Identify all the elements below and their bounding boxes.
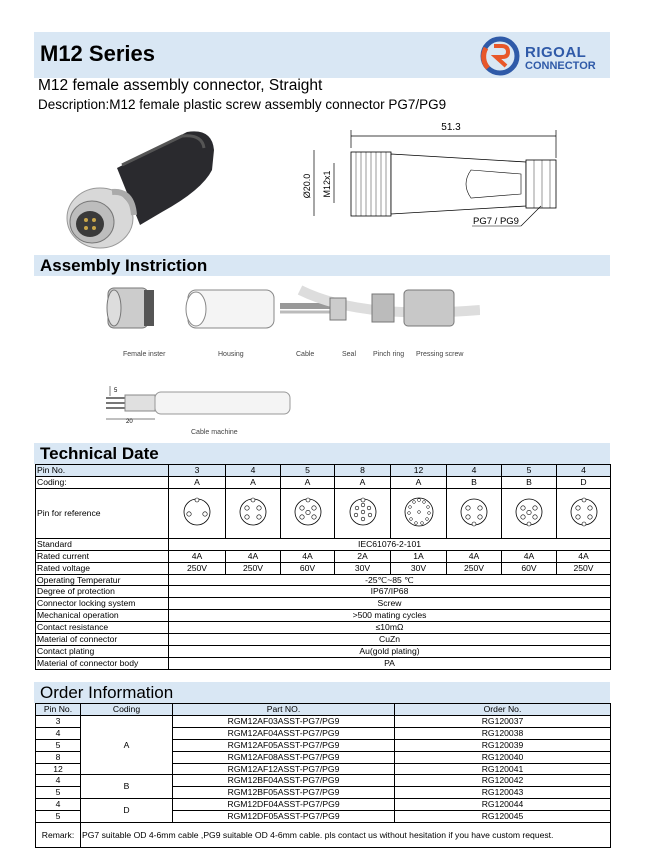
row-value: CuZn <box>169 634 611 646</box>
logo-text-connector: CONNECTOR <box>525 60 596 72</box>
order-order-no: RG120045 <box>395 811 611 823</box>
table-row <box>36 823 611 848</box>
order-pin: 5 <box>36 811 81 823</box>
row-value: -25℃~85 ℃ <box>169 574 611 586</box>
row-label: Material of connector <box>36 634 169 646</box>
order-part-no: RGM12AF05ASST-PG7/PG9 <box>173 739 395 751</box>
table-row <box>36 645 611 657</box>
order-pin: 8 <box>36 751 81 763</box>
product-description: Description:M12 female plastic screw assembly connector PG7/PG9 <box>38 97 447 112</box>
series-title: M12 Series <box>40 41 155 66</box>
pin-layout-12-icon <box>399 492 439 532</box>
pin-col-2: 4 <box>226 465 281 477</box>
table-row <box>36 538 611 550</box>
order-pin: 3 <box>36 715 81 727</box>
row-label: Contact resistance <box>36 622 169 634</box>
coding-value: D <box>557 476 611 488</box>
order-pin: 4 <box>36 727 81 739</box>
cable-machine-caption: Cable machine <box>191 429 238 436</box>
row-value: 2A <box>335 550 391 562</box>
remark-label: Remark: <box>36 823 81 848</box>
row-label: Connector locking system <box>36 598 169 610</box>
row-value: 30V <box>335 562 391 574</box>
dim-diameter: Ø20.0 <box>302 173 312 199</box>
pin-layout-3-icon <box>177 492 217 532</box>
technical-drawing <box>296 118 566 238</box>
table-row <box>36 799 611 811</box>
row-value: 4A <box>281 550 335 562</box>
coding-value: A <box>281 476 335 488</box>
cable-dim-20: 20 <box>126 419 133 424</box>
cable-dim-5: 5 <box>114 388 118 394</box>
pin-diagram-cell <box>335 488 391 538</box>
order-coding-group: B <box>81 775 173 799</box>
row-value: Screw <box>169 598 611 610</box>
pin-diagram-cell <box>391 488 447 538</box>
order-pin: 4 <box>36 775 81 787</box>
pin-layout-8-icon <box>343 492 383 532</box>
pin-layout-5b-icon <box>509 492 549 532</box>
coding-value: B <box>502 476 557 488</box>
row-label: Mechanical operation <box>36 610 169 622</box>
row-label: Rated voltage <box>36 562 169 574</box>
table-row <box>36 598 611 610</box>
technical-title: Technical Date <box>40 444 159 463</box>
row-value: 250V <box>447 562 502 574</box>
dim-thread: M12x1 <box>322 170 332 198</box>
logo-text-rigoal: RIGOAL <box>525 44 587 61</box>
row-value: PA <box>169 657 611 669</box>
table-row <box>36 476 611 488</box>
gland-label: PG7 / PG9 <box>473 216 519 227</box>
remark-text: PG7 suitable OD 4-6mm cable ,PG9 suitable OD 4-6mm cable. pls contact us without hesitation if you have custom request. <box>81 823 611 848</box>
row-value: 4A <box>226 550 281 562</box>
order-header-part: Part NO. <box>173 704 395 716</box>
order-pin: 12 <box>36 763 81 775</box>
coding-value: B <box>447 476 502 488</box>
order-header-coding: Coding <box>81 704 173 716</box>
coding-label: Coding: <box>36 476 169 488</box>
order-table <box>35 703 611 848</box>
row-label: Rated current <box>36 550 169 562</box>
table-row <box>36 657 611 669</box>
pin-col-7: 5 <box>502 465 557 477</box>
row-label: Material of connector body <box>36 657 169 669</box>
connector-photo <box>62 120 222 252</box>
part-label-pinch-ring: Pinch ring <box>373 351 405 358</box>
table-row <box>36 488 611 538</box>
row-value: 30V <box>391 562 447 574</box>
order-order-no: RG120039 <box>395 739 611 751</box>
pin-col-8: 4 <box>557 465 611 477</box>
table-row <box>36 574 611 586</box>
row-label: Degree of protection <box>36 586 169 598</box>
pin-layout-4a-icon <box>233 492 273 532</box>
order-pin: 5 <box>36 739 81 751</box>
row-value: 250V <box>226 562 281 574</box>
row-value: 250V <box>557 562 611 574</box>
row-value: 60V <box>502 562 557 574</box>
table-row <box>36 634 611 646</box>
row-value: Au(gold plating) <box>169 645 611 657</box>
row-value: 250V <box>169 562 226 574</box>
table-row <box>36 550 611 562</box>
order-part-no: RGM12AF12ASST-PG7/PG9 <box>173 763 395 775</box>
coding-value: A <box>391 476 447 488</box>
pin-layout-4d-icon <box>564 492 604 532</box>
order-pin: 4 <box>36 799 81 811</box>
pin-diagram-cell <box>502 488 557 538</box>
row-value: 4A <box>169 550 226 562</box>
row-label: Contact plating <box>36 645 169 657</box>
pin-reference-label: Pin for reference <box>36 488 169 538</box>
coding-value: A <box>226 476 281 488</box>
part-label-housing: Housing <box>218 351 244 358</box>
part-label-seal: Seal <box>342 351 357 358</box>
pin-diagram-cell <box>226 488 281 538</box>
row-value: 4A <box>447 550 502 562</box>
order-part-no: RGM12AF04ASST-PG7/PG9 <box>173 727 395 739</box>
order-coding-group: A <box>81 715 173 775</box>
table-row <box>36 715 611 727</box>
pin-col-6: 4 <box>447 465 502 477</box>
order-part-no: RGM12DF04ASST-PG7/PG9 <box>173 799 395 811</box>
cable-machine-illustration <box>100 384 300 424</box>
order-part-no: RGM12AF03ASST-PG7/PG9 <box>173 715 395 727</box>
order-coding-group: D <box>81 799 173 823</box>
pin-diagram-cell <box>557 488 611 538</box>
order-order-no: RG120044 <box>395 799 611 811</box>
order-order-no: RG120042 <box>395 775 611 787</box>
order-header-order: Order No. <box>395 704 611 716</box>
part-label-cable: Cable <box>296 351 315 358</box>
pin-diagram-cell <box>169 488 226 538</box>
dim-length: 51.3 <box>441 122 461 133</box>
pin-col-3: 5 <box>281 465 335 477</box>
order-order-no: RG120043 <box>395 787 611 799</box>
order-part-no: RGM12BF05ASST-PG7/PG9 <box>173 787 395 799</box>
assembly-title: Assembly Instriction <box>40 256 208 275</box>
row-value: ≤10mΩ <box>169 622 611 634</box>
pin-layout-5a-icon <box>288 492 328 532</box>
row-value: 4A <box>557 550 611 562</box>
pin-col-5: 12 <box>391 465 447 477</box>
technical-table <box>35 464 611 670</box>
table-row <box>36 622 611 634</box>
row-value: 4A <box>502 550 557 562</box>
table-row <box>36 586 611 598</box>
row-value: >500 mating cycles <box>169 610 611 622</box>
row-value: IEC61076-2-101 <box>169 538 611 550</box>
order-pin: 5 <box>36 787 81 799</box>
product-subtitle: M12 female assembly connector, Straight <box>38 77 323 94</box>
row-value: IP67/IP68 <box>169 586 611 598</box>
pin-diagram-cell <box>447 488 502 538</box>
coding-value: A <box>335 476 391 488</box>
order-header-pin: Pin No. <box>36 704 81 716</box>
order-order-no: RG120040 <box>395 751 611 763</box>
pin-layout-4b-icon <box>454 492 494 532</box>
header-pin-no: Pin No. <box>36 465 169 477</box>
order-part-no: RGM12DF05ASST-PG7/PG9 <box>173 811 395 823</box>
row-label: Standard <box>36 538 169 550</box>
part-label-pressing-screw: Pressing screw <box>416 351 464 358</box>
row-value: 1A <box>391 550 447 562</box>
row-value: 60V <box>281 562 335 574</box>
table-row <box>36 704 611 716</box>
table-row <box>36 465 611 477</box>
table-row <box>36 610 611 622</box>
pin-diagram-cell <box>281 488 335 538</box>
part-label-female-inster: Female inster <box>123 351 166 358</box>
table-row <box>36 562 611 574</box>
coding-value: A <box>169 476 226 488</box>
order-order-no: RG120038 <box>395 727 611 739</box>
order-order-no: RG120041 <box>395 763 611 775</box>
order-part-no: RGM12AF08ASST-PG7/PG9 <box>173 751 395 763</box>
order-order-no: RG120037 <box>395 715 611 727</box>
assembly-parts-illustration <box>100 280 480 350</box>
row-label: Operating Temperatur <box>36 574 169 586</box>
table-row <box>36 775 611 787</box>
pin-col-4: 8 <box>335 465 391 477</box>
order-title: Order Information <box>40 683 174 702</box>
pin-col-1: 3 <box>169 465 226 477</box>
order-part-no: RGM12BF04ASST-PG7/PG9 <box>173 775 395 787</box>
